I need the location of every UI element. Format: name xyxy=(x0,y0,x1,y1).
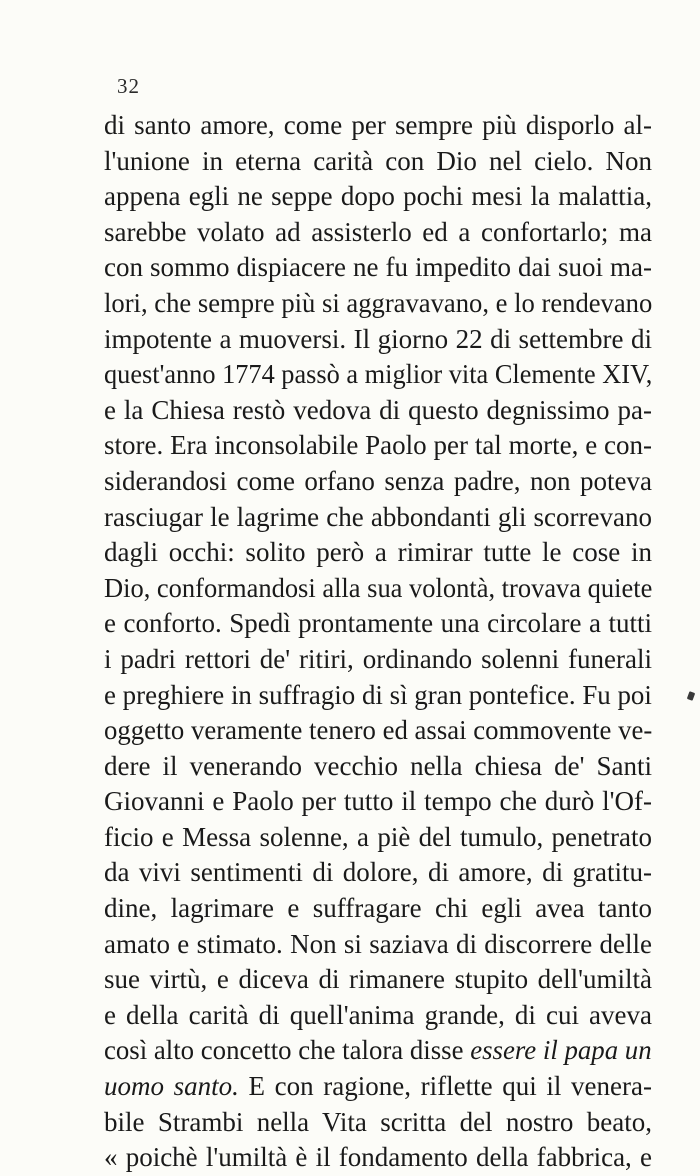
text-line: dagli occhi: solito però a rimirar tutte le cose in xyxy=(104,537,652,568)
margin-ink-mark xyxy=(687,691,695,701)
text-line xyxy=(104,1033,652,1069)
text-line: impotente a muoversi. Il giorno 22 di settembre di xyxy=(104,323,652,354)
text-line: « poichè l'umiltà è il fondamento della fabbrica, e xyxy=(104,1142,652,1173)
text-line: lori, che sempre più si aggravavano, e lo rendevano xyxy=(104,287,653,318)
text-line: l'unione in eterna carità con Dio nel cielo. Non xyxy=(104,145,652,176)
text-segment: E con ragione, riflette qui il venera- xyxy=(238,1071,652,1102)
text-line: oggetto veramente tenero ed assai commovente ve- xyxy=(104,715,653,746)
text-line: da vivi sentimenti di dolore, di amore, di gratitu- xyxy=(104,857,652,888)
text-line: Giovanni e Paolo per tutto il tempo che durò l'Of- xyxy=(104,786,652,817)
text-line: sue virtù, e diceva di rimanere stupito dell'umiltà xyxy=(104,964,652,995)
italic-phrase: essere il papa un xyxy=(470,1035,652,1066)
text-line: bile Strambi nella Vita scritta del nostro beato, xyxy=(104,1106,652,1137)
text-line: store. Era inconsolabile Paolo per tal morte, e con- xyxy=(104,430,652,461)
text-line: siderandosi come orfano senza padre, non poteva xyxy=(104,465,652,496)
text-line: amato e stimato. Non si saziava di discorrere delle xyxy=(104,928,652,959)
text-line: quest'anno 1774 passò a miglior vita Clemente XIV, xyxy=(104,359,653,390)
text-line: e della carità di quell'anima grande, di cui aveva xyxy=(104,999,652,1030)
text-line: dere il venerando vecchio nella chiesa de' Santi xyxy=(104,750,652,781)
body-text xyxy=(104,108,652,1176)
text-line: e la Chiesa restò vedova di questo degnissimo pa- xyxy=(104,394,652,425)
text-line: e conforto. Spedì prontamente una circolare a tutti xyxy=(104,608,652,639)
text-line: i padri rettori de' ritiri, ordinando solenni funerali xyxy=(104,643,652,674)
text-line xyxy=(104,1069,652,1105)
text-line: di santo amore, come per sempre più disporlo al- xyxy=(104,110,652,140)
text-segment: così alto concetto che talora disse xyxy=(104,1035,464,1066)
text-line: con sommo dispiacere ne fu impedito dai suoi ma- xyxy=(104,252,652,283)
text-line: Dio, conformandosi alla sua volontà, trovava quiete xyxy=(104,572,653,603)
page-number: 32 xyxy=(117,74,140,98)
text-line: e preghiere in suffragio di sì gran pontefice. Fu poi xyxy=(104,679,652,710)
text-line: sarebbe volato ad assisterlo ed a confortarlo; ma xyxy=(104,216,652,247)
text-line: appena egli ne seppe dopo pochi mesi la malattia, xyxy=(104,181,652,212)
text-line: ficio e Messa solenne, a piè del tumulo, penetrato xyxy=(104,821,652,852)
text-line: rasciugar le lagrime che abbondanti gli scorrevano xyxy=(104,501,652,532)
text-line: dine, lagrimare e suffragare chi egli avea tanto xyxy=(104,893,652,924)
italic-phrase: uomo santo. xyxy=(104,1071,239,1102)
